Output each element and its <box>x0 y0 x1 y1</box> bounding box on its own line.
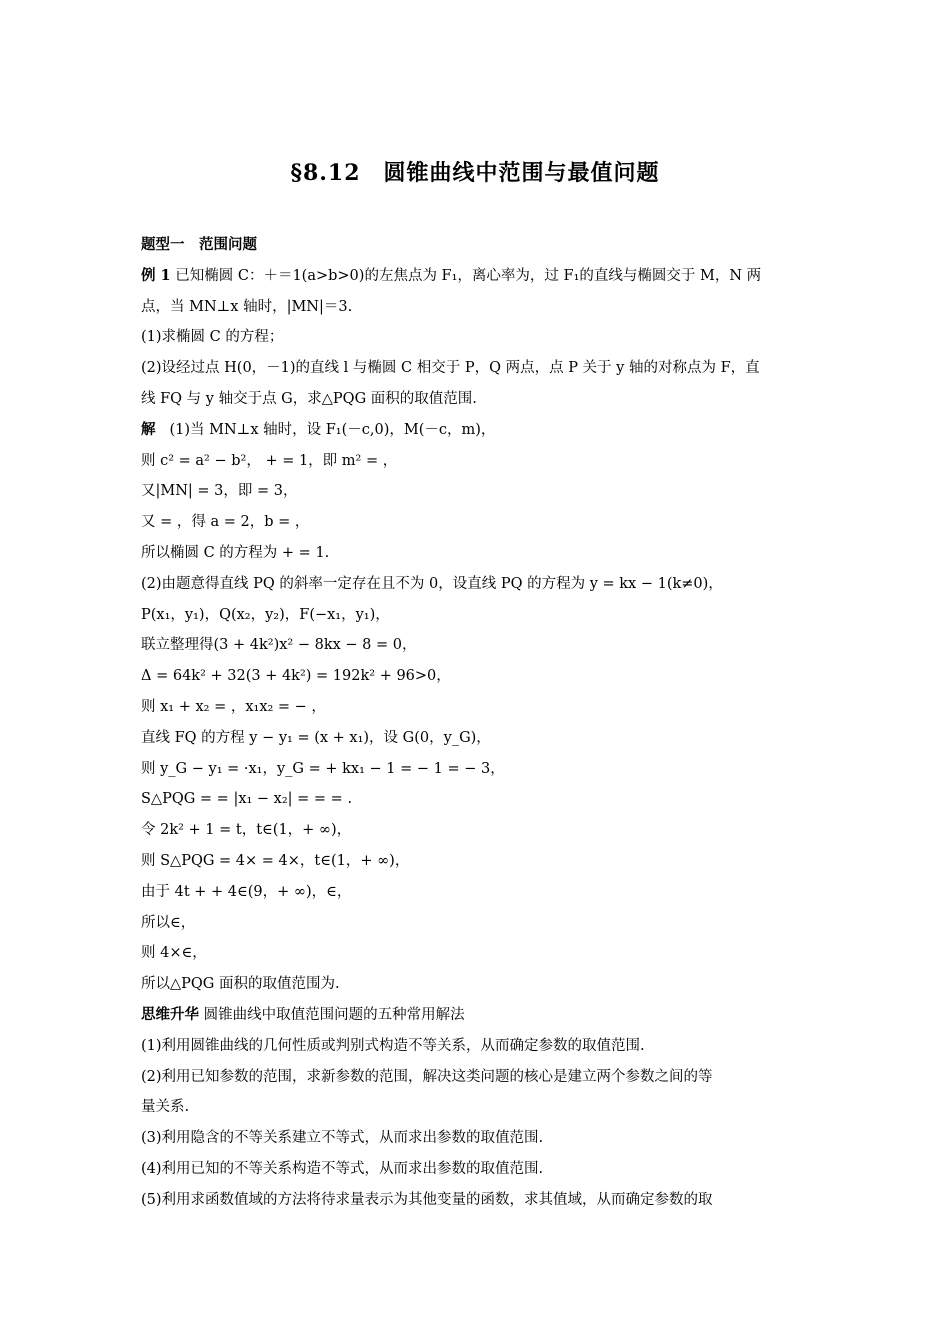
summary-heading: 圆锥曲线中取值范围问题的五种常用解法 <box>203 1006 465 1023</box>
example-line-2: 点，当 MN⊥x 轴时，|MN|＝3. <box>141 298 353 315</box>
solution-line: 则 c² = a² − b²， + = 1，即 m² = ， <box>141 452 398 469</box>
solution-line: 联立整理得(3 + 4k²)x² − 8kx − 8 = 0， <box>141 637 417 654</box>
solution-line: (2)由题意得直线 PQ 的斜率一定存在且不为 0，设直线 PQ 的方程为 y = kx − 1(k≠0)， <box>141 575 723 592</box>
summary-label: 思维升华 <box>141 1005 199 1023</box>
solution-line: 则 y_G − y₁ = ·x₁，y_G = + kx₁ − 1 = − 1 = − 3， <box>141 760 505 777</box>
example-label: 例 1 <box>141 266 171 284</box>
content-body <box>141 230 809 1216</box>
solution-line: 令 2k² + 1 = t，t∈(1，+ ∞)， <box>141 822 352 839</box>
solution-first-line: (1)当 MN⊥x 轴时，设 F₁(－c,0)，M(－c，m)， <box>169 421 496 438</box>
solution-line: 则 x₁ + x₂ = ，x₁x₂ = − ， <box>141 698 326 715</box>
solution-line: 所以椭圆 C 的方程为 + = 1. <box>141 544 330 561</box>
solution-line: 又 = ，得 a = 2，b = ， <box>141 514 310 531</box>
solution-line: S△PQG = = |x₁ − x₂| = = = . <box>141 791 353 808</box>
example-line-5: 线 FQ 与 y 轴交于点 G，求△PQG 面积的取值范围. <box>141 390 477 407</box>
summary-item: (4)利用已知的不等关系构造不等式，从而求出参数的取值范围. <box>141 1160 544 1177</box>
summary-item: (1)利用圆锥曲线的几何性质或判别式构造不等关系，从而确定参数的取值范围. <box>141 1037 645 1054</box>
summary-item: (5)利用求函数值域的方法将待求量表示为其他变量的函数，求其值域，从而确定参数的取 <box>141 1191 713 1208</box>
solution-line-1 <box>141 415 809 446</box>
page-title: §8.12 圆锥曲线中范围与最值问题 <box>290 160 660 186</box>
solution-line: 则 S△PQG = 4× = 4×，t∈(1，+ ∞)， <box>141 852 410 869</box>
solution-line: 又|MN| = 3，即 = 3， <box>141 483 298 500</box>
example-line-1 <box>141 261 809 292</box>
summary-item: (2)利用已知参数的范围，求新参数的范围，解决这类问题的核心是建立两个参数之间的等 <box>141 1068 713 1085</box>
section-heading: 题型一 范围问题 <box>141 236 257 253</box>
summary-heading-line <box>141 1000 809 1031</box>
summary-item: 量关系. <box>141 1099 190 1116</box>
example-text-1: 已知椭圆 C：＋＝1(a>b>0)的左焦点为 F₁，离心率为，过 F₁的直线与椭圆交于 M，N 两 <box>175 267 762 284</box>
solution-line: 则 4×∈， <box>141 945 207 962</box>
summary-item: (3)利用隐含的不等关系建立不等式，从而求出参数的取值范围. <box>141 1130 544 1147</box>
solution-line: 所以△PQG 面积的取值范围为. <box>141 976 340 993</box>
example-line-3: (1)求椭圆 C 的方程； <box>141 329 284 346</box>
solution-line: 由于 4t + + 4∈(9，+ ∞)，∈， <box>141 883 352 900</box>
solution-label: 解 <box>141 420 156 438</box>
solution-line: 所以∈， <box>141 914 196 931</box>
example-line-4: (2)设经过点 H(0，－1)的直线 l 与椭圆 C 相交于 P，Q 两点，点 P 关于 y 轴的对称点为 F，直 <box>141 360 760 377</box>
solution-line: 直线 FQ 的方程 y − y₁ = (x + x₁)，设 G(0，y_G)， <box>141 729 491 746</box>
solution-line: Δ = 64k² + 32(3 + 4k²) = 192k² + 96>0， <box>141 668 451 685</box>
solution-line: P(x₁，y₁)，Q(x₂，y₂)，F(−x₁，y₁)， <box>141 606 390 623</box>
